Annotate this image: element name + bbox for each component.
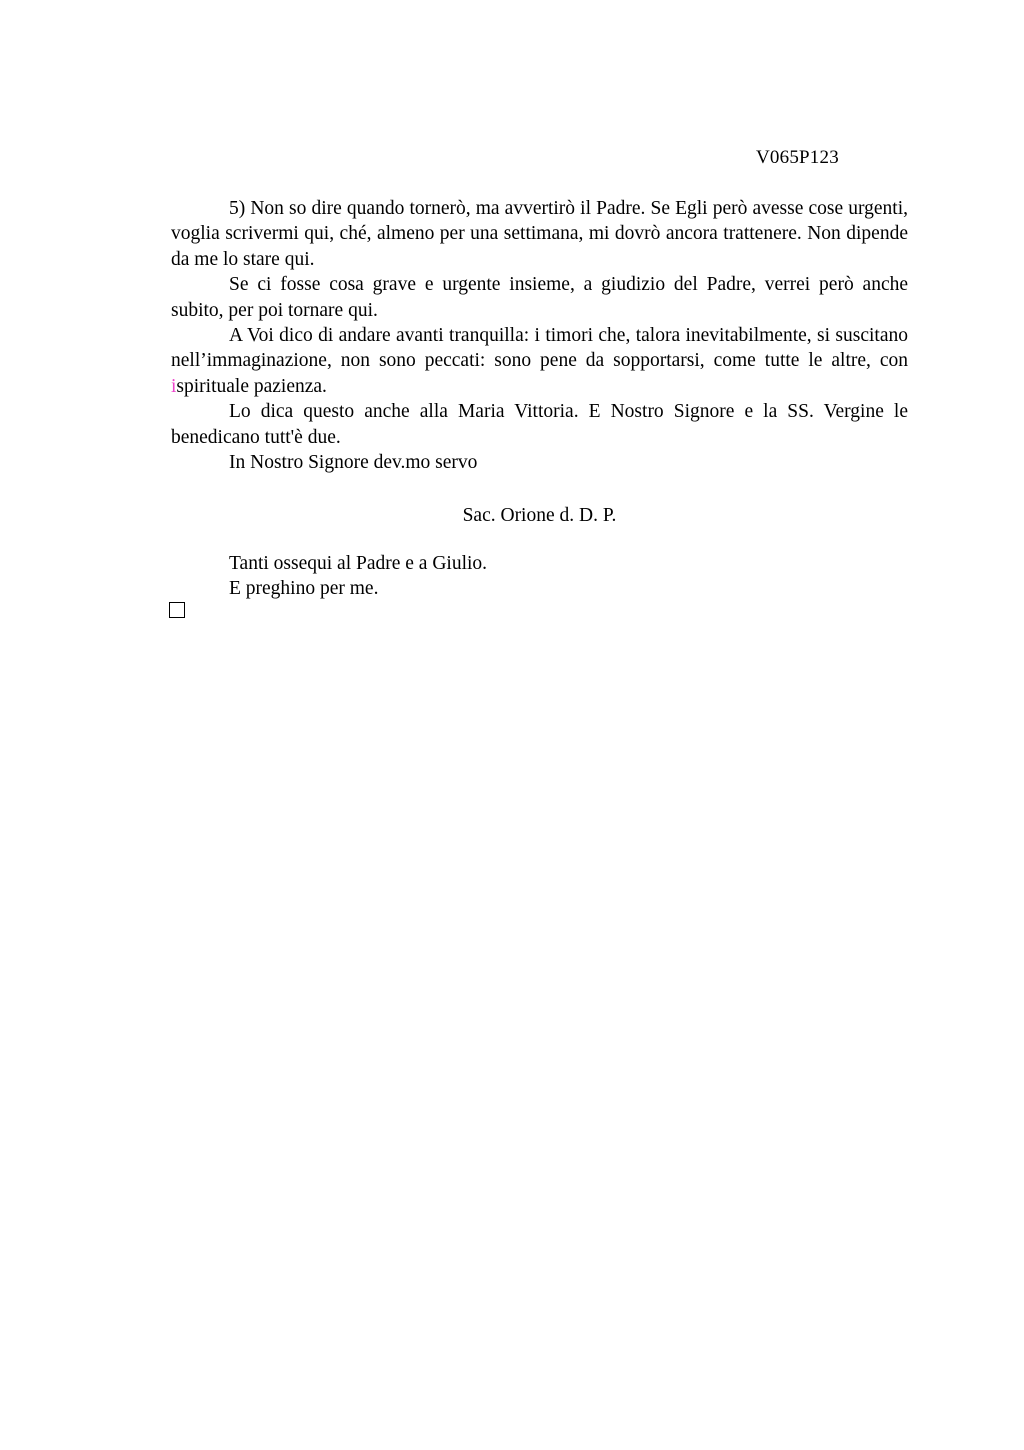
end-of-text-marker xyxy=(169,602,185,618)
paragraph-2 xyxy=(171,272,908,323)
paragraph-1 xyxy=(171,196,908,272)
paragraph-4-text: Lo dica questo anche alla Maria Vittoria. E Nostro Signore e la SS. Vergine le benedicano tutt'è due. xyxy=(171,401,908,448)
postscript-line-1: Tanti ossequi al Padre e a Giulio. xyxy=(229,553,488,574)
paragraph-3-text-b: spirituale pazienza. xyxy=(176,375,327,397)
paragraph-3-highlighted-letter: i xyxy=(171,375,177,397)
paragraph-4 xyxy=(171,399,908,450)
paragraph-3 xyxy=(171,323,908,399)
paragraph-2-text: Se ci fosse cosa grave e urgente insieme, a giudizio del Padre, verrei però anche subito, per poi tornare qui. xyxy=(171,274,908,321)
postscript-line-2: E preghino per me. xyxy=(229,578,379,600)
paragraph-3-text-a: A Voi dico di andare avanti tranquilla: i timori che, talora inevitabilmente, si suscitano nell’immaginazione, non sono peccati: sono pene da sopportarsi, come tutte le altre, con xyxy=(171,325,908,372)
page-identifier: V065P123 xyxy=(756,147,839,168)
postscript-block xyxy=(229,551,929,602)
paragraph-1-text: 5) Non so dire quando tornerò, ma avvertirò il Padre. Se Egli però avesse cose urgenti, voglia scrivermi qui, ché, almeno per una settimana, mi dovrò ancora trattenere. Non dipende da me lo stare qui. xyxy=(171,198,908,270)
paragraph-5-text: In Nostro Signore dev.mo servo xyxy=(229,452,478,474)
letter-body xyxy=(171,196,908,475)
signature-line: Sac. Orione d. D. P. xyxy=(462,505,617,526)
paragraph-5 xyxy=(171,450,908,475)
